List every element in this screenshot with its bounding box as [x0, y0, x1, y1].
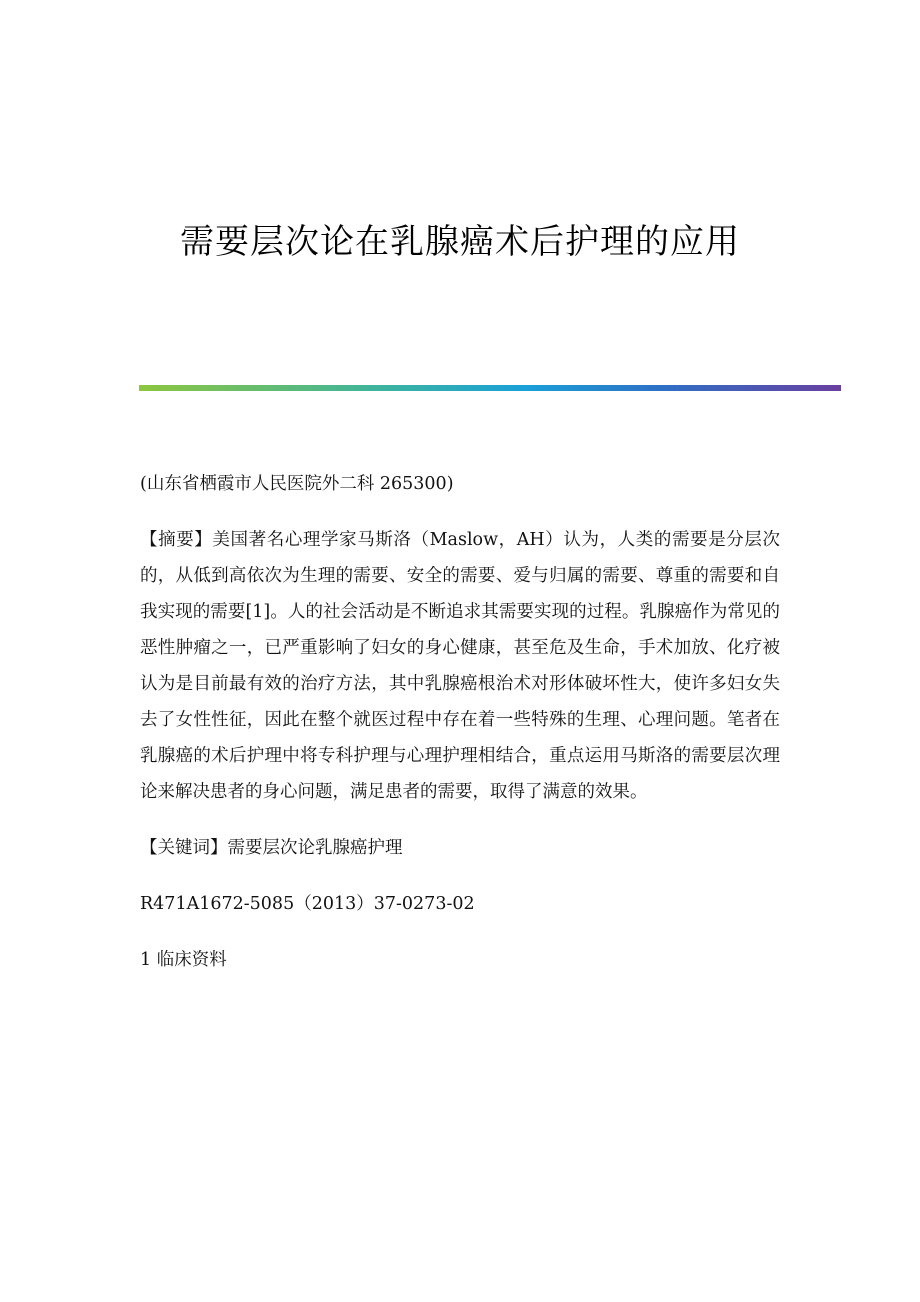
- abstract-paragraph: 【摘要】美国著名心理学家马斯洛（Maslow，AH）认为，人类的需要是分层次的，从低到高依次为生理的需要、安全的需要、爱与归属的需要、尊重的需要和自我实现的需要[1]。人的社会活动是不断追求其需要实现的过程。乳腺癌作为常见的恶性肿瘤之一，已严重影响了妇女的身心健康，甚至危及生命，手术加放、化疗被认为是目前最有效的治疗方法，其中乳腺癌根治术对形体破坏性大，使许多妇女失去了女性性征，因此在整个就医过程中存在着一些特殊的生理、心理问题。笔者在乳腺癌的术后护理中将专科护理与心理护理相结合，重点运用马斯洛的需要层次理论来解决患者的身心问题，满足患者的需要，取得了满意的效果。: [140, 530, 780, 802]
- document-title: 需要层次论在乳腺癌术后护理的应用: [180, 222, 740, 262]
- title-divider: [139, 385, 841, 391]
- classification-code: R471A1672-5085（2013）37-0273-02: [140, 894, 475, 914]
- section-heading: 1 临床资料: [140, 950, 227, 970]
- affiliation: (山东省栖霞市人民医院外二科 265300): [140, 474, 454, 494]
- document-body: [140, 466, 780, 978]
- keywords-line: 【关键词】需要层次论乳腺癌护理: [140, 838, 403, 858]
